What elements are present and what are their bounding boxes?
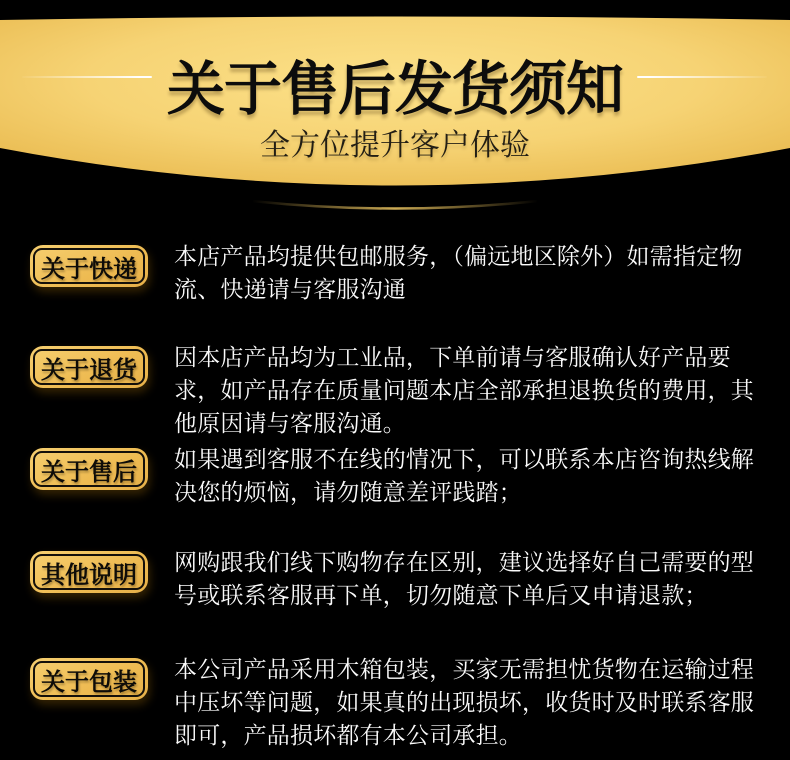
section-returns	[30, 341, 760, 440]
section-aftersales	[30, 443, 760, 509]
other-notes-label: 其他说明	[41, 561, 137, 589]
express-text: 本店产品均提供包邮服务，（偏远地区除外）如需指定物流、快递请与客服沟通	[174, 243, 743, 302]
returns-label-badge	[30, 346, 148, 388]
returns-text: 因本店产品均为工业品，下单前请与客服确认好产品要求，如产品存在质量问题本店全部承担退换货的费用，其他原因请与客服沟通。	[174, 344, 754, 436]
page-subtitle: 全方位提升客户体验	[260, 129, 530, 162]
express-label-badge	[30, 245, 148, 287]
aftersales-label-badge	[30, 448, 148, 490]
page-title: 关于售后发货须知	[166, 57, 623, 122]
aftersales-text: 如果遇到客服不在线的情况下，可以联系本店咨询热线解决您的烦恼，请勿随意差评践踏；	[174, 446, 754, 505]
packaging-text: 本公司产品采用木箱包装，买家无需担忧货物在运输过程中压坏等问题，如果真的出现损坏，收货时及时联系客服即可，产品损坏都有本公司承担。	[174, 656, 754, 748]
section-other-notes	[30, 546, 760, 612]
other-notes-text: 网购跟我们线下购物存在区别，建议选择好自己需要的型号或联系客服再下单，切勿随意下单后又申请退款；	[174, 549, 754, 608]
other-notes-label-badge	[30, 551, 148, 593]
returns-label: 关于退货	[41, 356, 137, 384]
packaging-label-badge	[30, 658, 148, 700]
express-label: 关于快递	[41, 255, 137, 283]
header-banner	[0, 0, 790, 222]
section-express	[30, 240, 760, 306]
packaging-label: 关于包装	[41, 668, 137, 696]
aftersales-label: 关于售后	[41, 458, 137, 486]
section-packaging	[30, 653, 760, 752]
